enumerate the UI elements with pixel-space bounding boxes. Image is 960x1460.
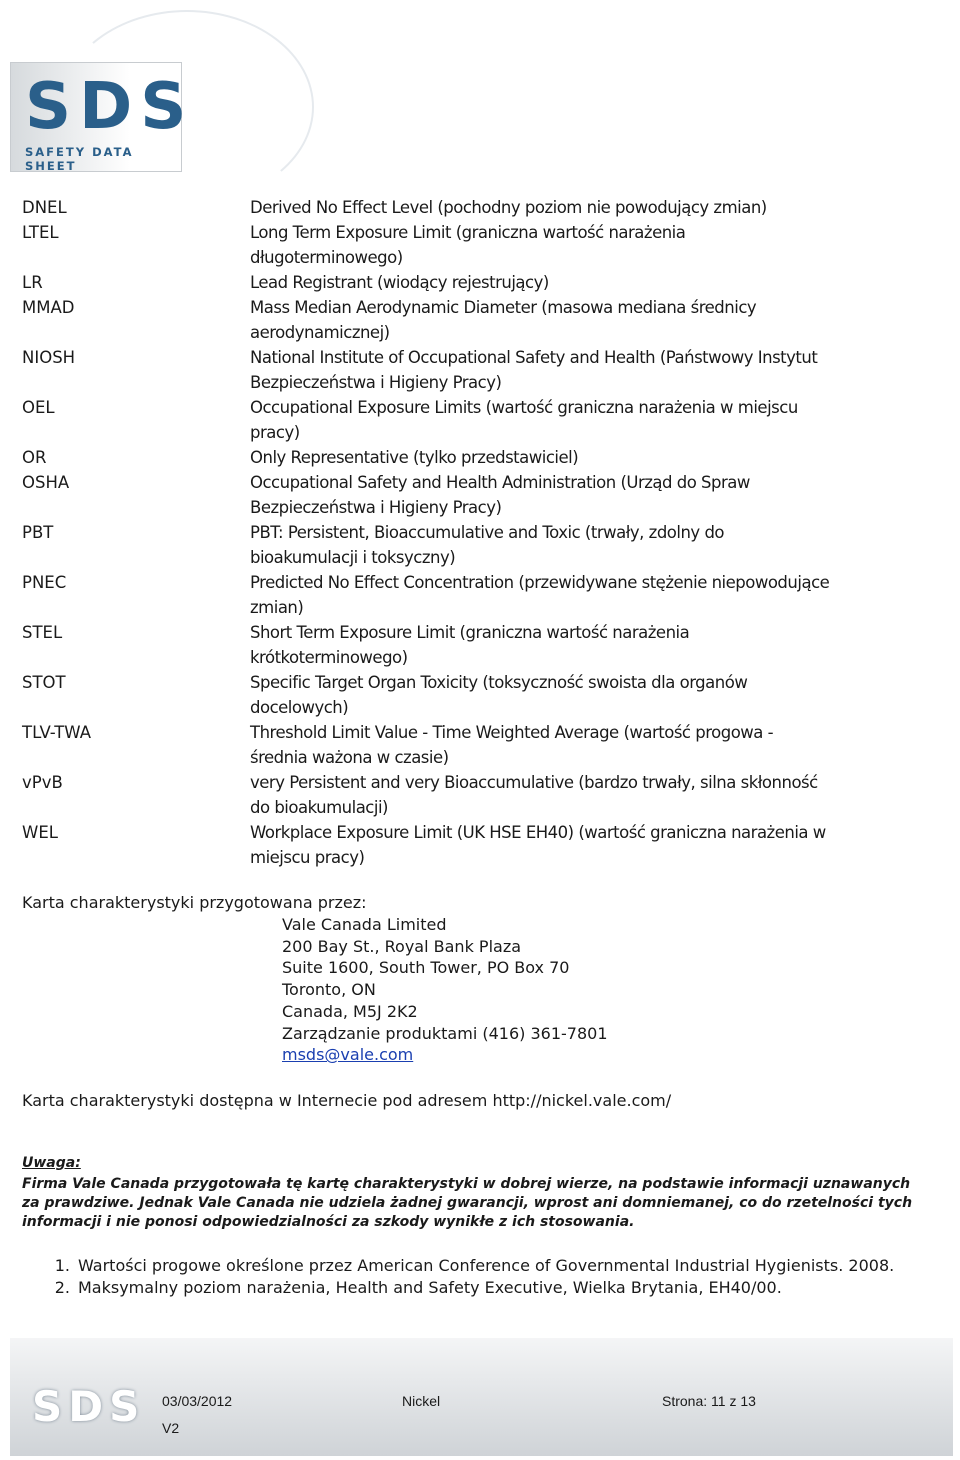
note-title: Uwaga: (22, 1155, 81, 1171)
abbreviation-definition: Predicted No Effect Concentration (przewidywane stężenie niepowodujące zmian) (250, 573, 830, 617)
sds-logo (10, 62, 195, 173)
abbreviation-row (22, 620, 902, 670)
abbreviation-term: OSHA (22, 473, 70, 492)
address-block (282, 914, 922, 1066)
abbreviation-term: LR (22, 273, 43, 292)
abbreviation-row (22, 270, 902, 295)
note-text: Firma Vale Canada przygotowała tę kartę charakterystyki w dobrej wierze, na podstawie informacji uznawanych za prawdziwe. Jednak Vale Canada nie udziela żadnej gwarancji, wprost ani domniemanej, co do rzetelności tych informacji i nie ponosi odpowiedzialności za szkody wynikłe z ich stosowania. (22, 1176, 913, 1230)
footnote-number: 2. (54, 1278, 70, 1297)
abbreviation-term: STEL (22, 623, 63, 642)
abbreviation-term: TLV-TWA (22, 723, 91, 742)
logo-letters: SDS (25, 70, 195, 144)
abbreviation-term: PNEC (22, 573, 67, 592)
abbreviation-definition: Lead Registrant (wiodący rejestrujący) (250, 273, 549, 292)
country: Canada, M5J 2K2 (282, 1001, 418, 1021)
abbreviation-row (22, 520, 902, 570)
logo-subtitle: SAFETY DATA SHEET (25, 145, 134, 173)
abbreviation-row (22, 345, 902, 395)
abbreviation-definition: Workplace Exposure Limit (UK HSE EH40) (wartość graniczna narażenia w miejscu pracy) (250, 823, 826, 867)
footnote-item (22, 1277, 922, 1299)
abbreviation-row (22, 470, 902, 520)
abbreviation-row (22, 220, 902, 270)
footnote-text: Wartości progowe określone przez American Conference of Governmental Industrial Hygienists. 2008. (78, 1256, 895, 1275)
abbreviation-row (22, 770, 902, 820)
footer-date: 03/03/2012 (162, 1393, 233, 1409)
footnotes-list (22, 1255, 922, 1299)
footer-logo: SDS (32, 1382, 146, 1431)
abbreviation-definition: very Persistent and very Bioaccumulative (bardzo trwały, silna skłonność do bioakumulacji) (250, 773, 818, 817)
abbreviation-definition: Occupational Exposure Limits (wartość graniczna narażenia w miejscu pracy) (250, 398, 798, 442)
abbreviation-definition: Only Representative (tylko przedstawiciel) (250, 448, 579, 467)
abbreviation-definition: Short Term Exposure Limit (graniczna wartość narażenia krótkoterminowego) (250, 623, 690, 667)
city: Toronto, ON (282, 980, 376, 1000)
internet-note: Karta charakterystyki dostępna w Internecie pod adresem http://nickel.vale.com/ (22, 1091, 672, 1110)
abbreviation-definition: National Institute of Occupational Safety and Health (Państwowy Instytut Bezpieczeństwa i Higieny Pracy) (250, 348, 818, 392)
footnote-text: Maksymalny poziom narażenia, Health and Safety Executive, Wielka Brytania, EH40/00. (78, 1278, 782, 1297)
abbreviation-row (22, 720, 902, 770)
footer-product: Nickel (402, 1393, 441, 1409)
footer-page-number: Strona: 11 z 13 (662, 1393, 756, 1409)
abbreviation-definition: Long Term Exposure Limit (graniczna wartość narażenia długoterminowego) (250, 223, 686, 267)
abbreviation-term: LTEL (22, 223, 59, 242)
abbreviation-row (22, 670, 902, 720)
email-link[interactable]: msds@vale.com (282, 1045, 414, 1065)
abbreviation-term: STOT (22, 673, 66, 692)
abbreviation-term: OEL (22, 398, 55, 417)
page-footer (10, 1338, 953, 1456)
footer-version: V2 (162, 1420, 180, 1436)
street-address: 200 Bay St., Royal Bank Plaza (282, 936, 522, 956)
phone: Zarządzanie produktami (416) 361-7801 (282, 1023, 608, 1043)
abbreviation-term: PBT (22, 523, 54, 542)
abbreviation-term: OR (22, 448, 47, 467)
abbreviation-row (22, 395, 902, 445)
abbreviation-row (22, 820, 902, 870)
prepared-by-label: Karta charakterystyki przygotowana przez: (22, 893, 367, 912)
prepared-by-section (22, 892, 922, 1066)
abbreviation-row (22, 295, 902, 345)
disclaimer-note (22, 1154, 922, 1232)
abbreviation-row (22, 570, 902, 620)
abbreviation-definition: Mass Median Aerodynamic Diameter (masowa mediana średnicy aerodynamicznej) (250, 298, 757, 342)
abbreviation-definition: Occupational Safety and Health Administration (Urząd do Spraw Bezpieczeństwa i Higieny Pracy) (250, 473, 750, 517)
suite-address: Suite 1600, South Tower, PO Box 70 (282, 958, 570, 978)
abbreviation-row (22, 445, 902, 470)
abbreviation-term: vPvB (22, 773, 63, 792)
footnote-item (22, 1255, 922, 1277)
abbreviation-term: DNEL (22, 198, 67, 217)
abbreviation-term: NIOSH (22, 348, 76, 367)
company-name: Vale Canada Limited (282, 915, 447, 934)
abbreviation-term: WEL (22, 823, 58, 842)
abbreviation-definition: Derived No Effect Level (pochodny poziom nie powodujący zmian) (250, 198, 767, 217)
abbreviation-definition: PBT: Persistent, Bioaccumulative and Toxic (trwały, zdolny do bioakumulacji i toksyczny) (250, 523, 725, 567)
abbreviations-table (22, 195, 902, 870)
abbreviation-definition: Specific Target Organ Toxicity (toksyczność swoista dla organów docelowych) (250, 673, 748, 717)
abbreviation-row (22, 195, 902, 220)
footnote-number: 1. (54, 1256, 70, 1275)
abbreviation-term: MMAD (22, 298, 75, 317)
abbreviation-definition: Threshold Limit Value - Time Weighted Average (wartość progowa - średnia ważona w czasie) (250, 723, 774, 767)
